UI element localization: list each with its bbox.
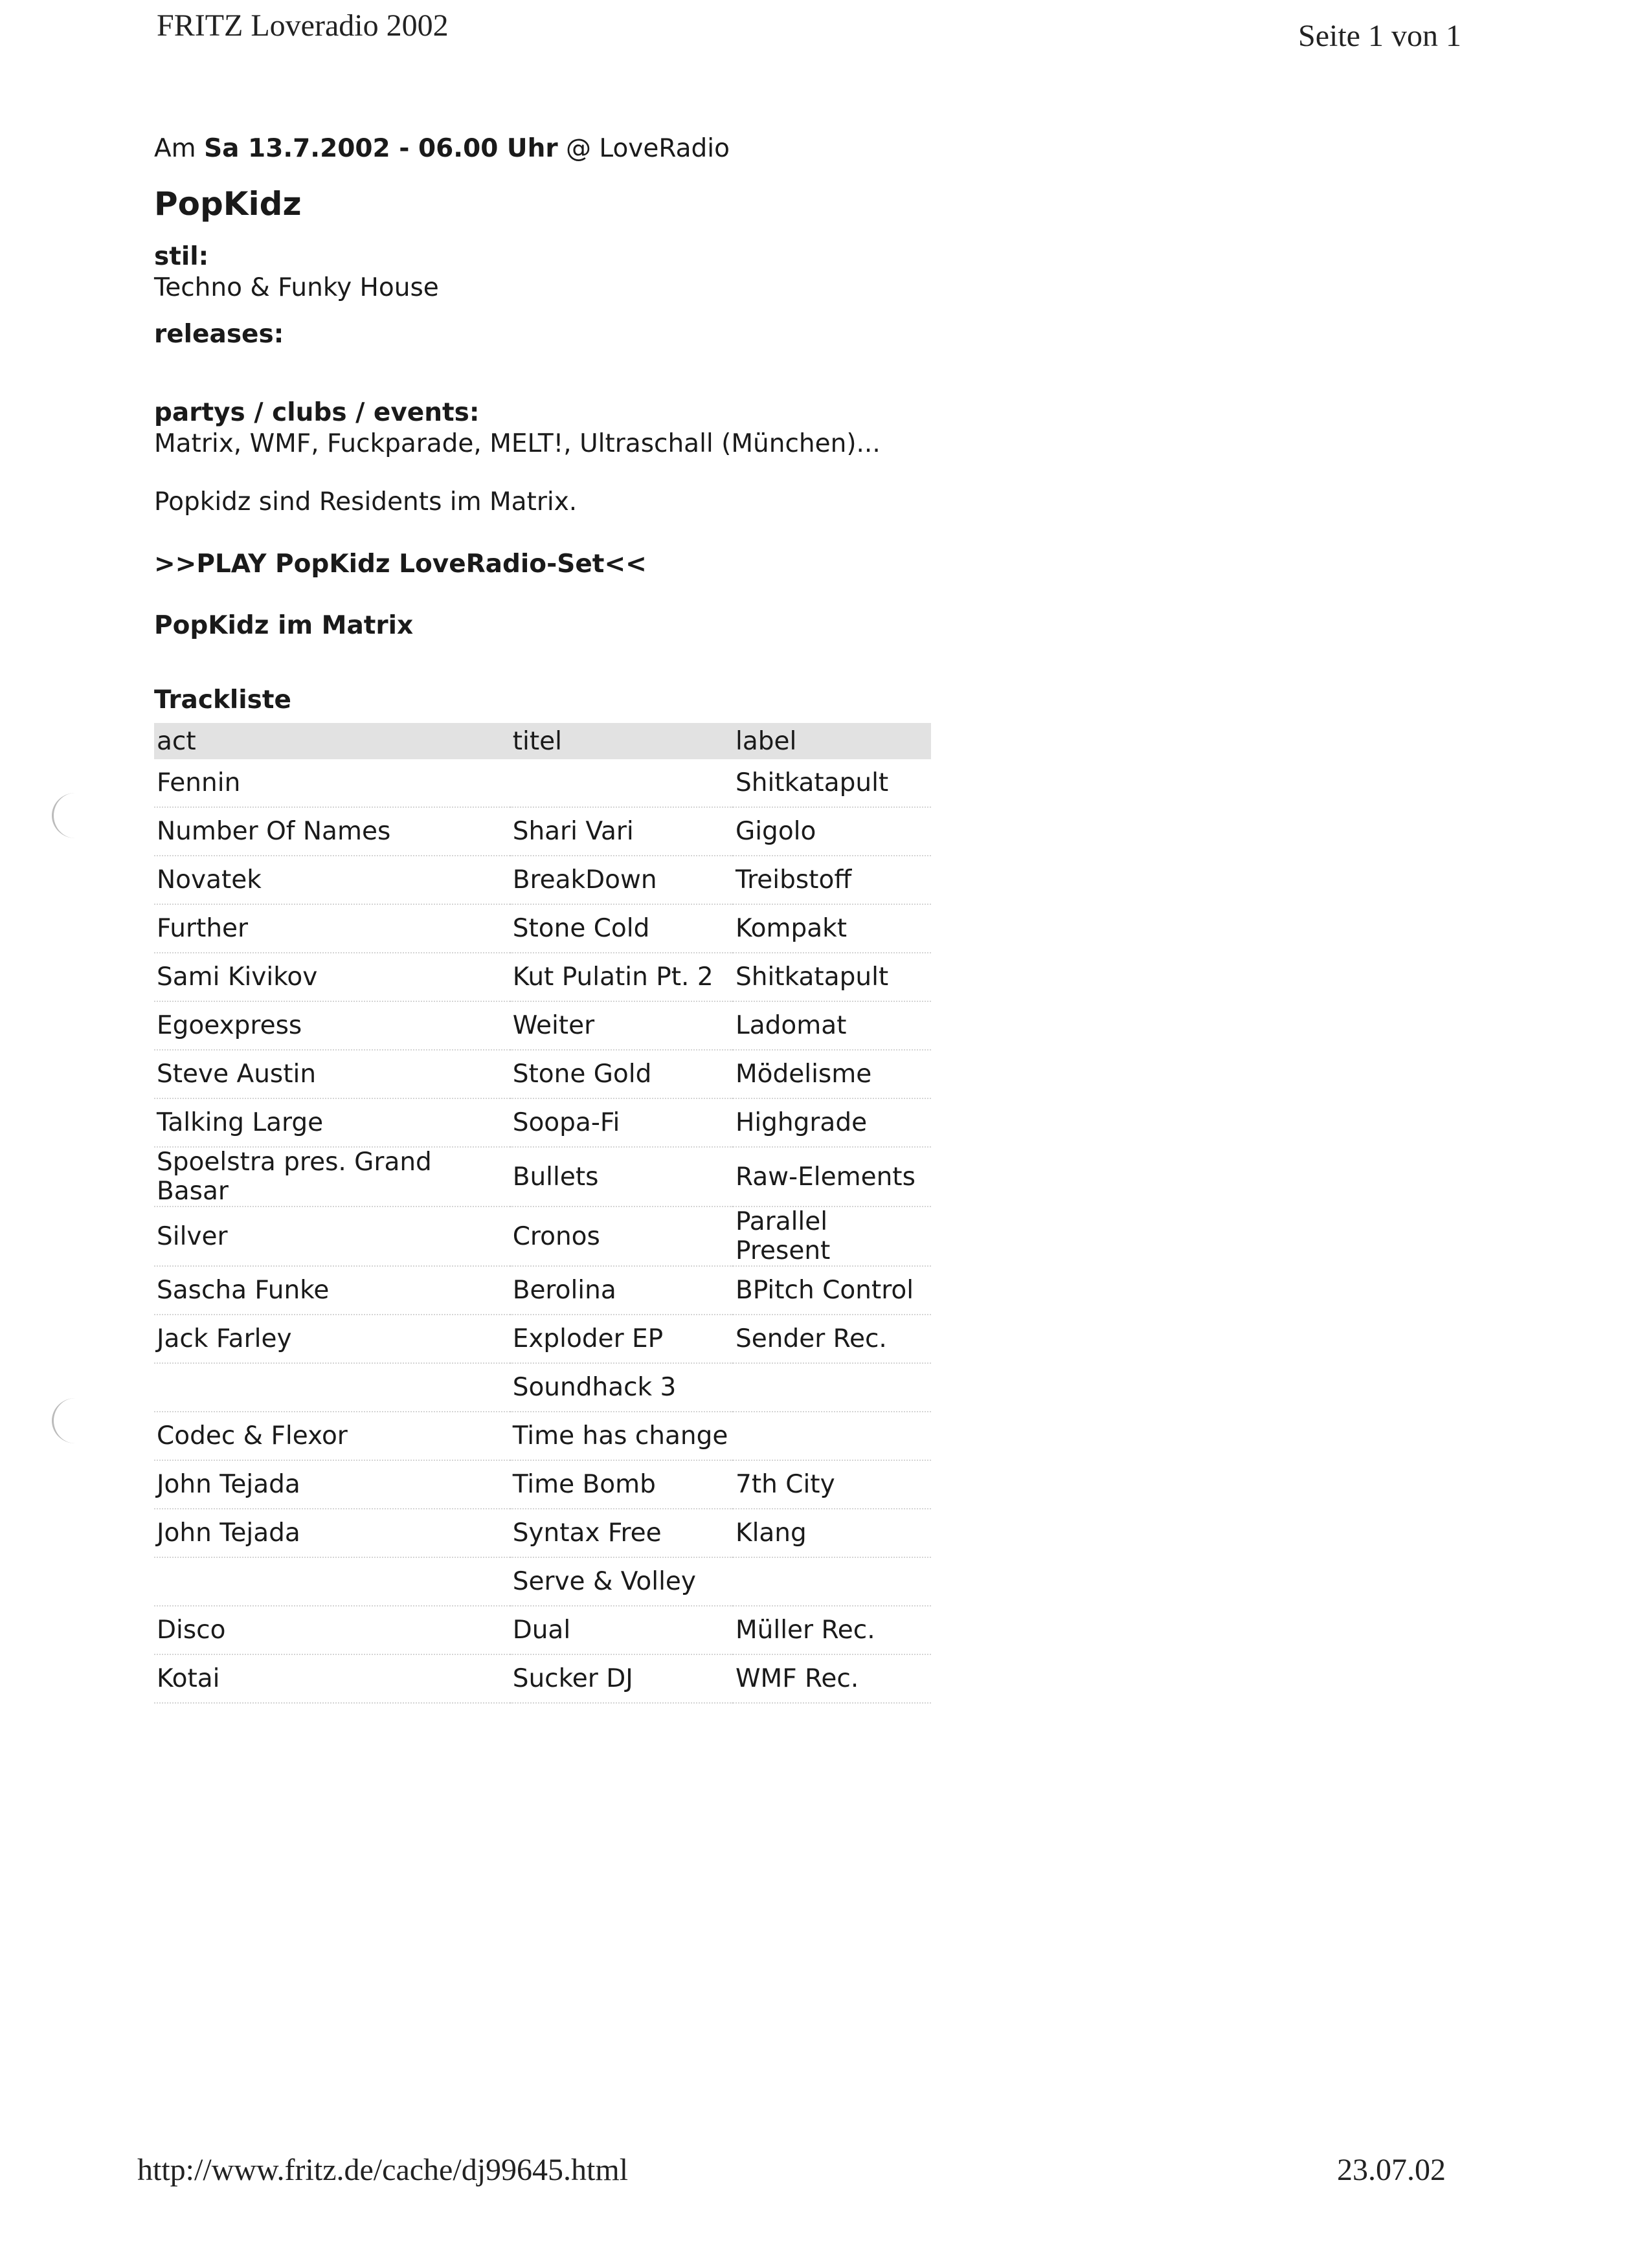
track-title: Syntax Free [510,1509,733,1557]
print-page-number: Seite 1 von 1 [1298,19,1461,53]
table-row [154,904,931,953]
track-title: Exploder EP [510,1315,733,1363]
track-act: Sascha Funke [154,1266,510,1315]
table-row [154,953,931,1001]
track-label: Raw-Elements [733,1147,931,1206]
track-act: Sami Kivikov [154,953,510,1001]
print-footer [0,2152,1651,2210]
table-row [154,1654,931,1703]
track-title: Dual [510,1606,733,1654]
play-set-link[interactable]: >>PLAY PopKidz LoveRadio-Set<< [154,550,647,579]
track-act [154,1363,510,1412]
event-date-line [154,129,996,168]
track-label: Shitkatapult [733,953,931,1001]
tracklist-heading: Trackliste [154,685,291,715]
table-row [154,1098,931,1147]
track-label: Müller Rec. [733,1606,931,1654]
tracklist-header-row [154,723,931,759]
track-act: Talking Large [154,1098,510,1147]
track-title: Soundhack 3 [510,1363,733,1412]
print-header [0,8,1651,66]
track-act: Novatek [154,856,510,904]
event-location: @ LoveRadio [566,134,730,163]
track-label: Sender Rec. [733,1315,931,1363]
track-act: Codec & Flexor [154,1412,510,1460]
track-title: Stone Cold [510,904,733,953]
table-row [154,1460,931,1509]
table-row [154,1001,931,1050]
events-label: partys / clubs / events: [154,398,480,427]
table-row [154,1412,931,1460]
table-row [154,1363,931,1412]
resident-note: Popkidz sind Residents im Matrix. [154,487,578,517]
column-header-titel: titel [510,723,733,759]
track-title [510,759,733,807]
track-title: Kut Pulatin Pt. 2 [510,953,733,1001]
track-label [733,1557,931,1606]
track-act: Silver [154,1206,510,1266]
events-value: Matrix, WMF, Fuckparade, MELT!, Ultraschall (München)... [154,429,881,458]
dj-page-content [154,129,996,1704]
table-row [154,1206,931,1266]
track-title: Berolina [510,1266,733,1315]
table-row [154,1315,931,1363]
table-row [154,1606,931,1654]
track-title: Weiter [510,1001,733,1050]
track-act [154,1557,510,1606]
track-label: Ladomat [733,1001,931,1050]
track-act: Steve Austin [154,1050,510,1098]
track-act: Kotai [154,1654,510,1703]
track-act: Disco [154,1606,510,1654]
track-title: Sucker DJ [510,1654,733,1703]
track-title: Cronos [510,1206,733,1266]
track-label: 7th City [733,1460,931,1509]
punch-hole-mark [52,1398,99,1443]
track-act: John Tejada [154,1460,510,1509]
dj-title: PopKidz [154,185,302,223]
track-label: Treibstoff [733,856,931,904]
table-row [154,1557,931,1606]
track-title: Time Bomb [510,1460,733,1509]
track-label [733,1412,931,1460]
track-title: Stone Gold [510,1050,733,1098]
track-title: Bullets [510,1147,733,1206]
track-label: Shitkatapult [733,759,931,807]
matrix-link[interactable]: PopKidz im Matrix [154,611,414,640]
print-date: 23.07.02 [1337,2153,1446,2187]
track-label: Mödelisme [733,1050,931,1098]
track-label: Kompakt [733,904,931,953]
table-row [154,856,931,904]
column-header-act: act [154,723,510,759]
style-label: stil: [154,242,209,271]
print-url: http://www.fritz.de/cache/dj99645.html [137,2153,629,2187]
track-act: Fennin [154,759,510,807]
track-label [733,1363,931,1412]
tracklist-table [154,723,931,1704]
track-title: Time has change [510,1412,733,1460]
track-act: John Tejada [154,1509,510,1557]
track-label: Parallel Present [733,1206,931,1266]
event-prefix: Am [154,134,196,163]
track-title: BreakDown [510,856,733,904]
style-value: Techno & Funky House [154,273,439,302]
track-label: WMF Rec. [733,1654,931,1703]
track-act: Spoelstra pres. Grand Basar [154,1147,510,1206]
event-datetime: Sa 13.7.2002 - 06.00 Uhr [204,134,558,163]
track-act: Egoexpress [154,1001,510,1050]
track-title: Soopa-Fi [510,1098,733,1147]
track-label: BPitch Control [733,1266,931,1315]
track-label: Klang [733,1509,931,1557]
punch-hole-mark [52,793,99,838]
releases-label: releases: [154,320,284,349]
table-row [154,1509,931,1557]
print-header-title: FRITZ Loveradio 2002 [157,8,449,43]
table-row [154,1266,931,1315]
track-label: Gigolo [733,807,931,856]
table-row [154,807,931,856]
track-act: Number Of Names [154,807,510,856]
track-act: Jack Farley [154,1315,510,1363]
table-row [154,1050,931,1098]
track-title: Serve & Volley [510,1557,733,1606]
track-label: Highgrade [733,1098,931,1147]
table-row [154,759,931,807]
column-header-label: label [733,723,931,759]
track-act: Further [154,904,510,953]
track-title: Shari Vari [510,807,733,856]
table-row [154,1147,931,1206]
